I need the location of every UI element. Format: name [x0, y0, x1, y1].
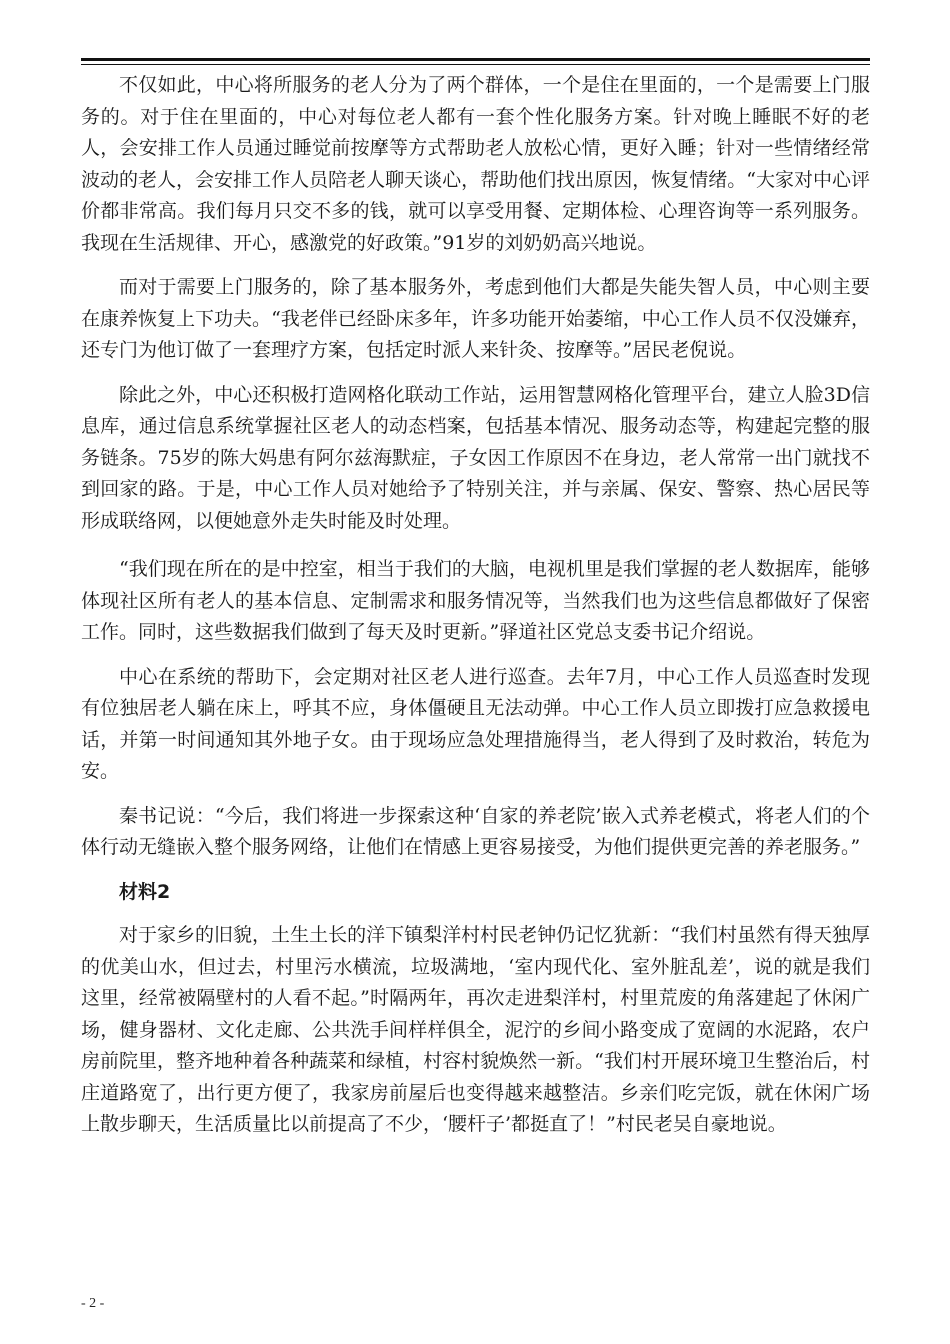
paragraph-6: 秦书记说：“今后，我们将进一步探索这种‘自家的养老院’嵌入式养老模式，将老人们的个体行动无缝嵌入整个服务网络，让他们在情感上更容易接受，为他们提供更完善的养老服务。” — [81, 804, 870, 858]
paragraph-4: “我们现在所在的是中控室，相当于我们的大脑，电视机里是我们掌握的老人数据库，能够体现社区所有老人的基本信息、定制需求和服务情况等，当然我们也为这些信息都做好了保密工作。同时，这些数据我们做到了每天及时更新。”驿道社区党总支委书记介绍说。 — [81, 558, 870, 643]
section-heading: 材料2 — [119, 880, 171, 903]
paragraph-2: 而对于需要上门服务的，除了基本服务外，考虑到他们大都是失能失智人员，中心则主要在康养恢复上下功夫。“我老伴已经卧床多年，许多功能开始萎缩，中心工作人员不仅没嫌弃，还专门为他订做了一套理疗方案，包括定时派人来针灸、按摩等。”居民老倪说。 — [81, 276, 870, 361]
paragraph-1: 不仅如此，中心将所服务的老人分为了两个群体，一个是住在里面的，一个是需要上门服务的。对于住在里面的，中心对每位老人都有一套个性化服务方案。针对晚上睡眠不好的老人，会安排工作人员通过睡觉前按摩等方式帮助老人放松心情，更好入睡；针对一些情绪经常波动的老人，会安排工作人员陪老人聊天谈心，帮助他们找出原因，恢复情绪。“大家对中心评价都非常高。我们每月只交不多的钱，就可以享受用餐、定期体检、心理咨询等一系列服务。我现在生活规律、开心，感激党的好政策。”91岁的刘奶奶高兴地说。 — [81, 74, 870, 254]
paragraph-5: 中心在系统的帮助下，会定期对社区老人进行巡查。去年7月，中心工作人员巡查时发现有位独居老人躺在床上，呼其不应，身体僵硬且无法动弹。中心工作人员立即拨打应急救援电话，并第一时间通知其外地子女。由于现场应急处理措施得当，老人得到了及时救治，转危为安。 — [81, 665, 870, 782]
header-rule-thin — [81, 64, 870, 65]
section-paragraph-1: 对于家乡的旧貌，土生土长的洋下镇梨洋村村民老钟仍记忆犹新：“我们村虽然有得天独厚的优美山水，但过去，村里污水横流，垃圾满地，‘室内现代化、室外脏乱差’，说的就是我们这里，经常被隔壁村的人看不起。”时隔两年，再次走进梨洋村，村里荒废的角落建起了休闲广场，健身器材、文化走廊、公共洗手间样样俱全，泥泞的乡间小路变成了宽阔的水泥路，农户房前院里，整齐地种着各种蔬菜和绿植，村容村貌焕然一新。“我们村开展环境卫生整治后，村庄道路宽了，出行更方便了，我家房前屋后也变得越来越整洁。乡亲们吃完饭，就在休闲广场上散步聊天，生活质量比以前提高了不少，‘腰杆子’都挺直了！”村民老吴自豪地说。 — [81, 924, 870, 1135]
header-rule-thick — [81, 58, 870, 61]
document-body — [81, 70, 870, 1141]
paragraph-3: 除此之外，中心还积极打造网格化联动工作站，运用智慧网格化管理平台，建立人脸3D信息库，通过信息系统掌握社区老人的动态档案，包括基本情况、服务动态等，构建起完整的服务链条。75岁的陈大妈患有阿尔兹海默症，子女因工作原因不在身边，老人常常一出门就找不到回家的路。于是，中心工作人员对她给予了特别关注，并与亲属、保安、警察、热心居民等形成联络网，以便她意外走失时能及时处理。 — [81, 383, 870, 532]
page-number: - 2 - — [81, 1296, 105, 1311]
